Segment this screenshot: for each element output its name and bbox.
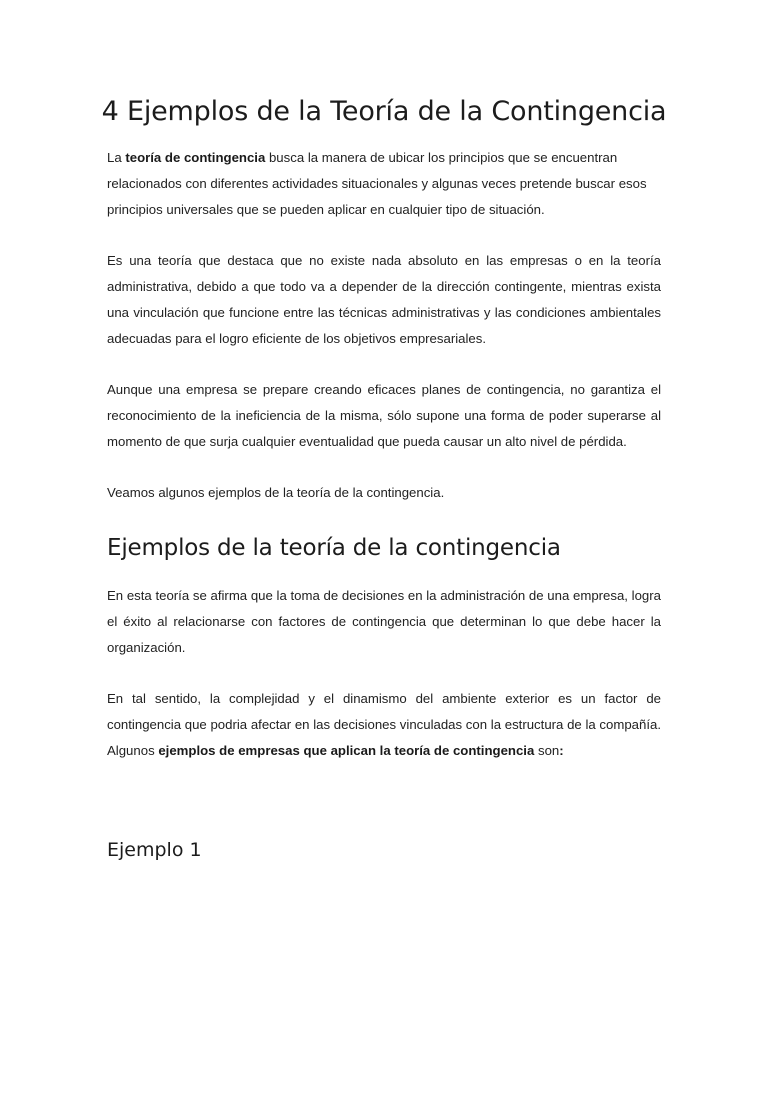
- section-paragraph-1: En esta teoría se afirma que la toma de decisiones en la administración de una empresa, logra el éxito al relacionarse con factores de contingencia que determinan lo que debe hacer la organización.: [107, 588, 661, 655]
- section-title: Ejemplos de la teoría de la contingencia: [107, 535, 561, 561]
- term-companies-examples: ejemplos de empresas que aplican la teoría de contingencia: [158, 743, 535, 758]
- document-page: [0, 94, 768, 1118]
- intro-paragraph-4: Veamos algunos ejemplos de la teoría de la contingencia.: [107, 485, 445, 500]
- intro-paragraph-3: Aunque una empresa se prepare creando eficaces planes de contingencia, no garantiza el reconocimiento de la ineficiencia de la misma, sólo supone una forma de poder superarse al momento de que surja cualquier eventualidad que pueda causar un alto nivel de pérdida.: [107, 382, 661, 449]
- example-1-title: Ejemplo 1: [107, 839, 202, 861]
- document-title: 4 Ejemplos de la Teoría de la Contingencia: [101, 96, 667, 127]
- intro-paragraph-2-body: contingente, mientras exista una vinculación que funcione entre las técnicas administrativas y las condiciones ambientales adecuadas para el logro eficiente de los objetivos empresariales.: [107, 279, 662, 346]
- intro-paragraph-1-body: busca la manera de ubicar los principios que se encuentran relacionados con diferentes actividades situacionales y algunas veces pretende buscar esos principios universales que se pueden aplicar en cualquier tipo de situación.: [107, 150, 647, 217]
- section-paragraph-2-lead: En tal sentido, la complejidad y el dinamismo del ambiente exterior es un factor de contingencia que podria afectar en las decisiones vinculadas con la estructura de la compañía. Algunos: [107, 691, 661, 758]
- section-paragraph-2: [107, 686, 661, 764]
- link-direccion[interactable]: dirección: [436, 279, 490, 294]
- term-contingency-theory: teoría de contingencia: [125, 150, 266, 165]
- section-paragraph-2-colon: :: [559, 743, 564, 758]
- intro-paragraph-1-lead: La: [107, 150, 126, 165]
- section-paragraph-2-tail: son: [534, 743, 560, 758]
- intro-paragraph-2: [107, 248, 661, 352]
- intro-paragraph-2-lead: Es una teoría que destaca que no existe nada absoluto en las empresas o en la teoría administrativa, debido a que todo va a depender de la: [107, 253, 661, 294]
- intro-paragraph-1: [107, 145, 661, 223]
